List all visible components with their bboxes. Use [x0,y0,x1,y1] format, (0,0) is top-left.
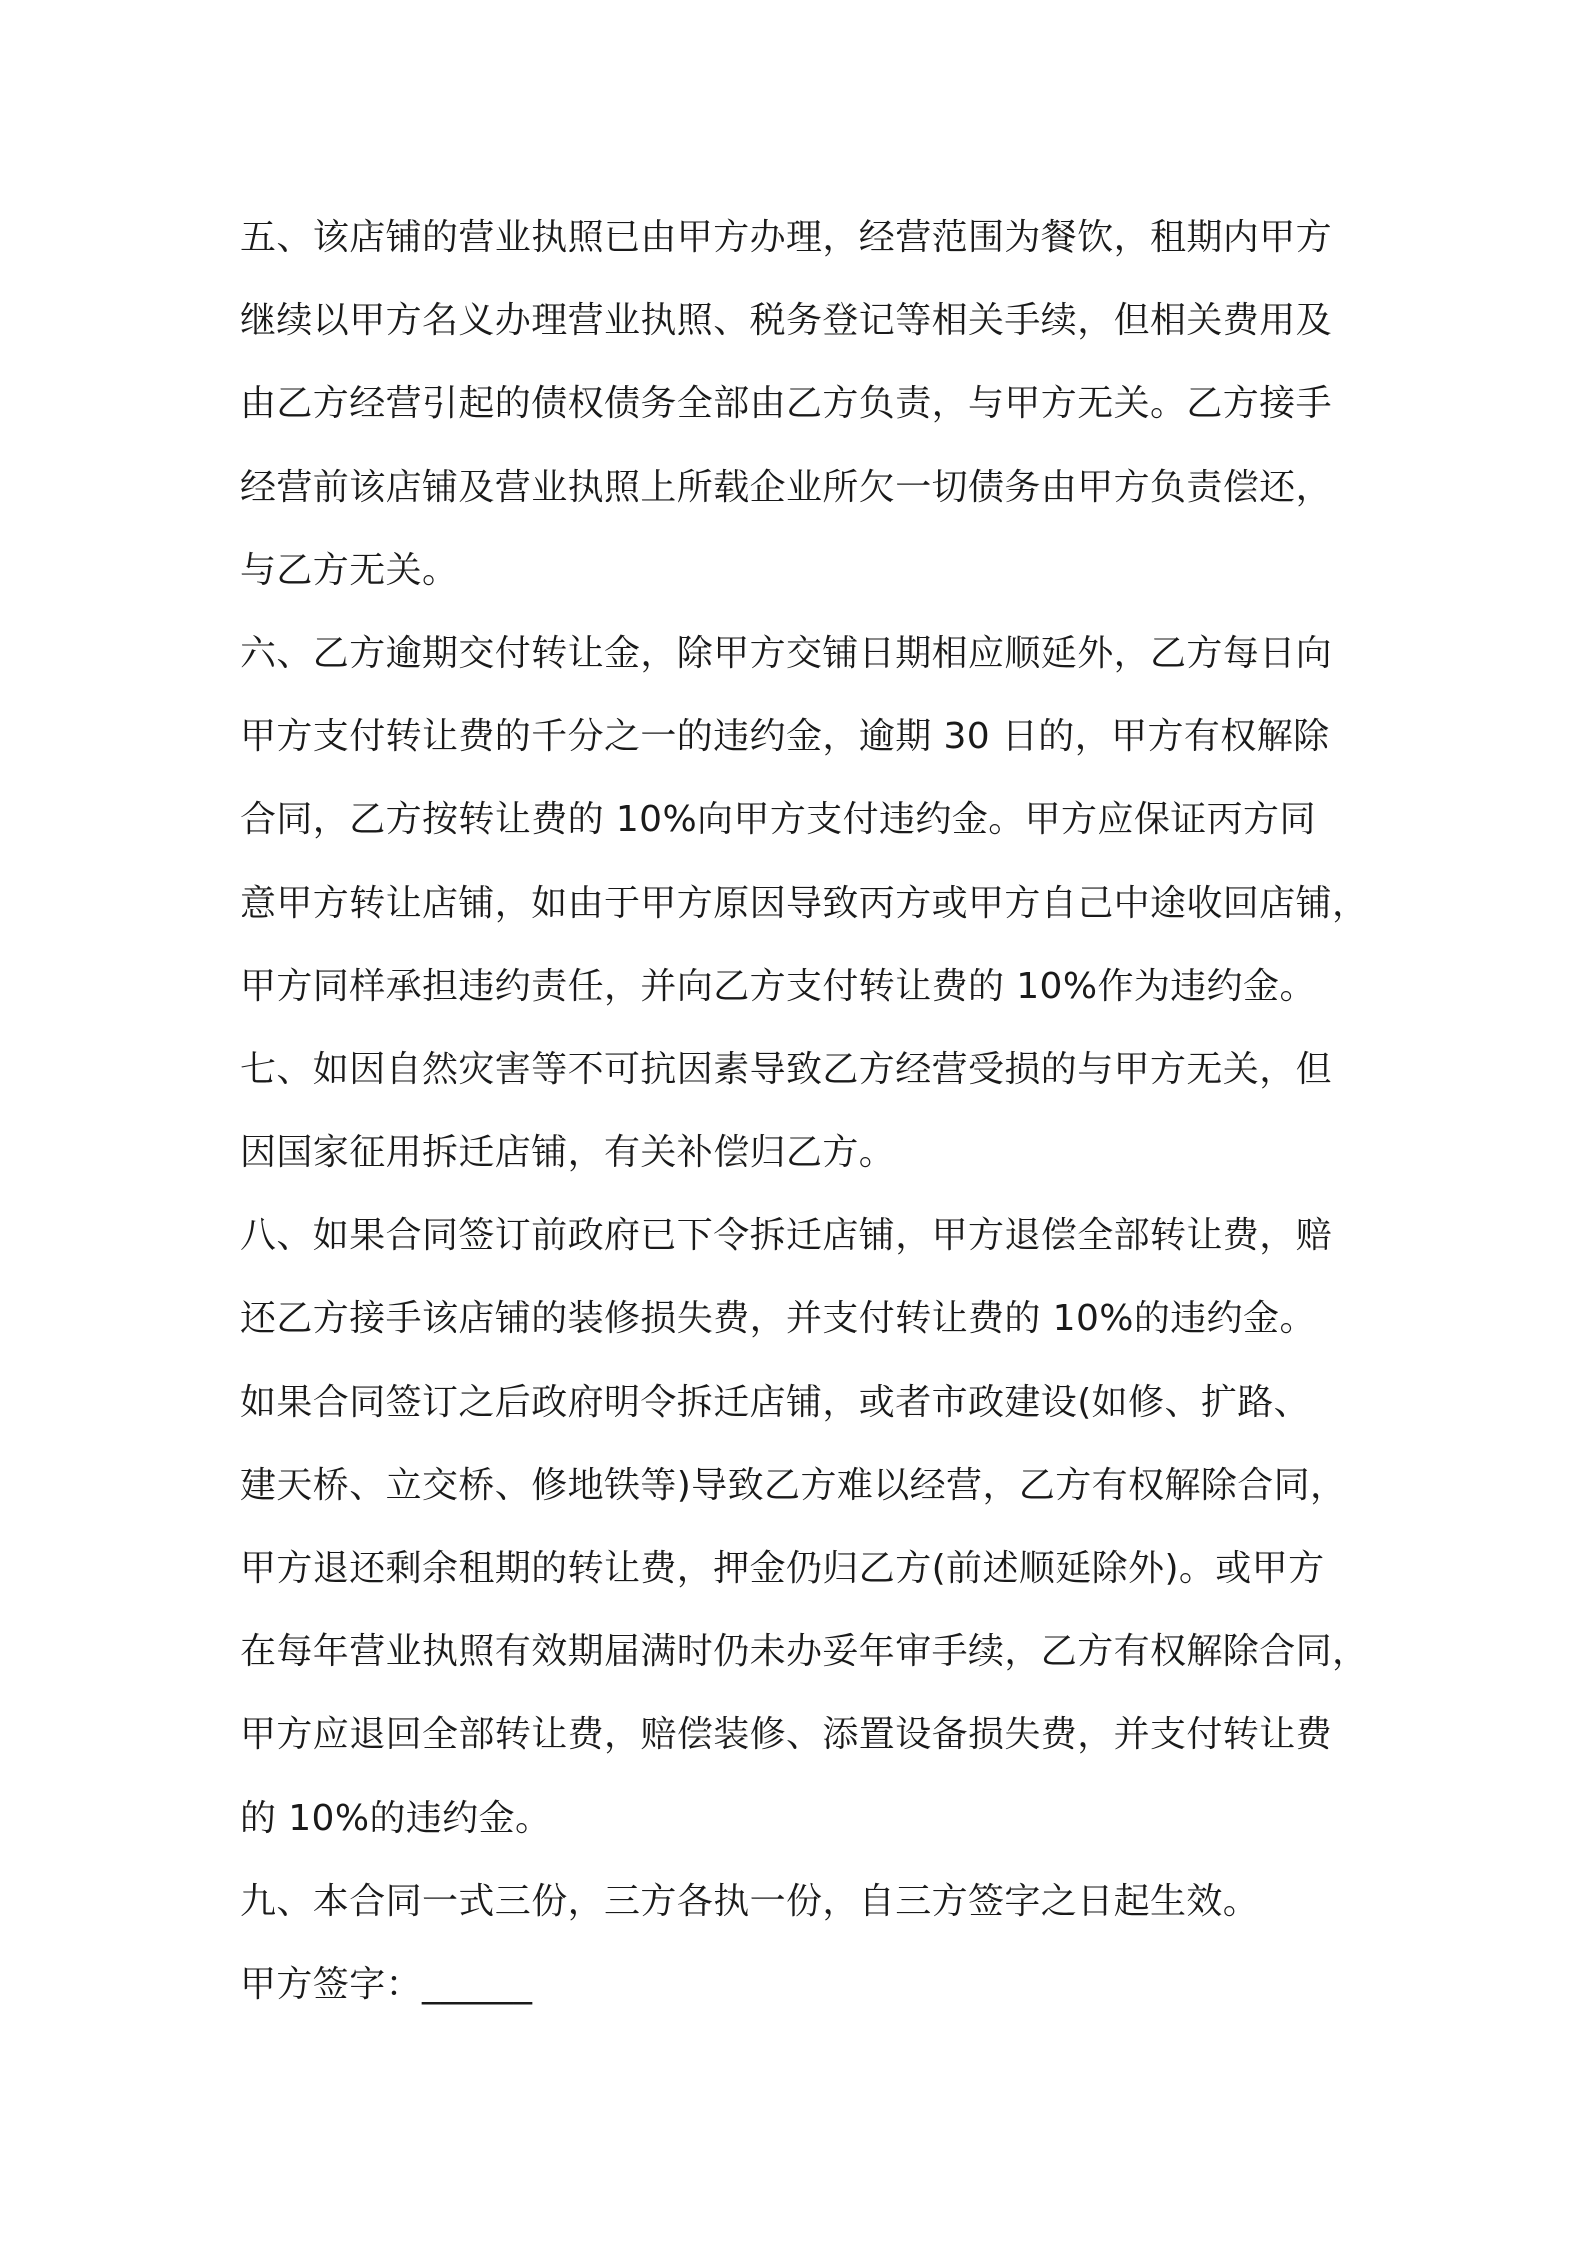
clause-8-line-8: 的 10%的违约金。 [240,1797,552,1839]
clause-8-line-7: 甲方应退回全部转让费，赔偿装修、添置设备损失费，并支付转让费 [240,1714,1333,1756]
clause-5-line-5: 与乙方无关。 [240,549,459,591]
clause-5-line-2: 继续以甲方名义办理营业执照、税务登记等相关手续，但相关费用及 [240,300,1333,342]
clause-8-line-3: 如果合同签订之后政府明令拆迁店铺，或者市政建设(如修、扩路、 [240,1381,1311,1423]
clause-5-line-1: 五、该店铺的营业执照已由甲方办理，经营范围为餐饮，租期内甲方 [240,217,1333,258]
clause-7-line-2: 因国家征用拆迁店铺，有关补偿归乙方。 [240,1132,896,1174]
clause-8-line-1: 八、如果合同签订前政府已下令拆迁店铺，甲方退偿全部转让费，赔 [240,1215,1333,1257]
contract-body [240,196,1369,2026]
clause-8-line-4: 建天桥、立交桥、修地铁等)导致乙方难以经营，乙方有权解除合同， [240,1464,1347,1506]
clause-6-line-2: 甲方支付转让费的千分之一的违约金，逾期 30 日的，甲方有权解除 [240,716,1330,758]
clause-6-line-1: 六、乙方逾期交付转让金，除甲方交铺日期相应顺延外，乙方每日向 [240,632,1333,674]
clause-5-line-3: 由乙方经营引起的债权债务全部由乙方负责，与甲方无关。乙方接手 [240,383,1333,425]
clause-6-line-3: 合同，乙方按转让费的 10%向甲方支付违约金。甲方应保证丙方同 [240,799,1316,841]
clause-6-line-4: 意甲方转让店铺，如由于甲方原因导致丙方或甲方自己中途收回店铺， [240,882,1369,924]
clause-7-line-1: 七、如因自然灾害等不可抗因素导致乙方经营受损的与甲方无关，但 [240,1048,1333,1090]
clause-8-line-2: 还乙方接手该店铺的装修损失费，并支付转让费的 10%的违约金。 [240,1298,1316,1340]
clause-8-line-5: 甲方退还剩余租期的转让费，押金仍归乙方(前述顺延除外)。或甲方 [240,1548,1325,1589]
clause-5-line-4: 经营前该店铺及营业执照上所载企业所欠一切债务由甲方负责偿还， [240,466,1333,508]
clause-6-line-5: 甲方同样承担违约责任，并向乙方支付转让费的 10%作为违约金。 [240,965,1316,1007]
clause-8-line-6: 在每年营业执照有效期届满时仍未办妥年审手续，乙方有权解除合同， [240,1631,1369,1673]
clause-9-line-1: 九、本合同一式三份，三方各执一份，自三方签字之日起生效。 [240,1880,1260,1922]
party-a-signature-field: 甲方签字：______ [240,1963,533,2005]
